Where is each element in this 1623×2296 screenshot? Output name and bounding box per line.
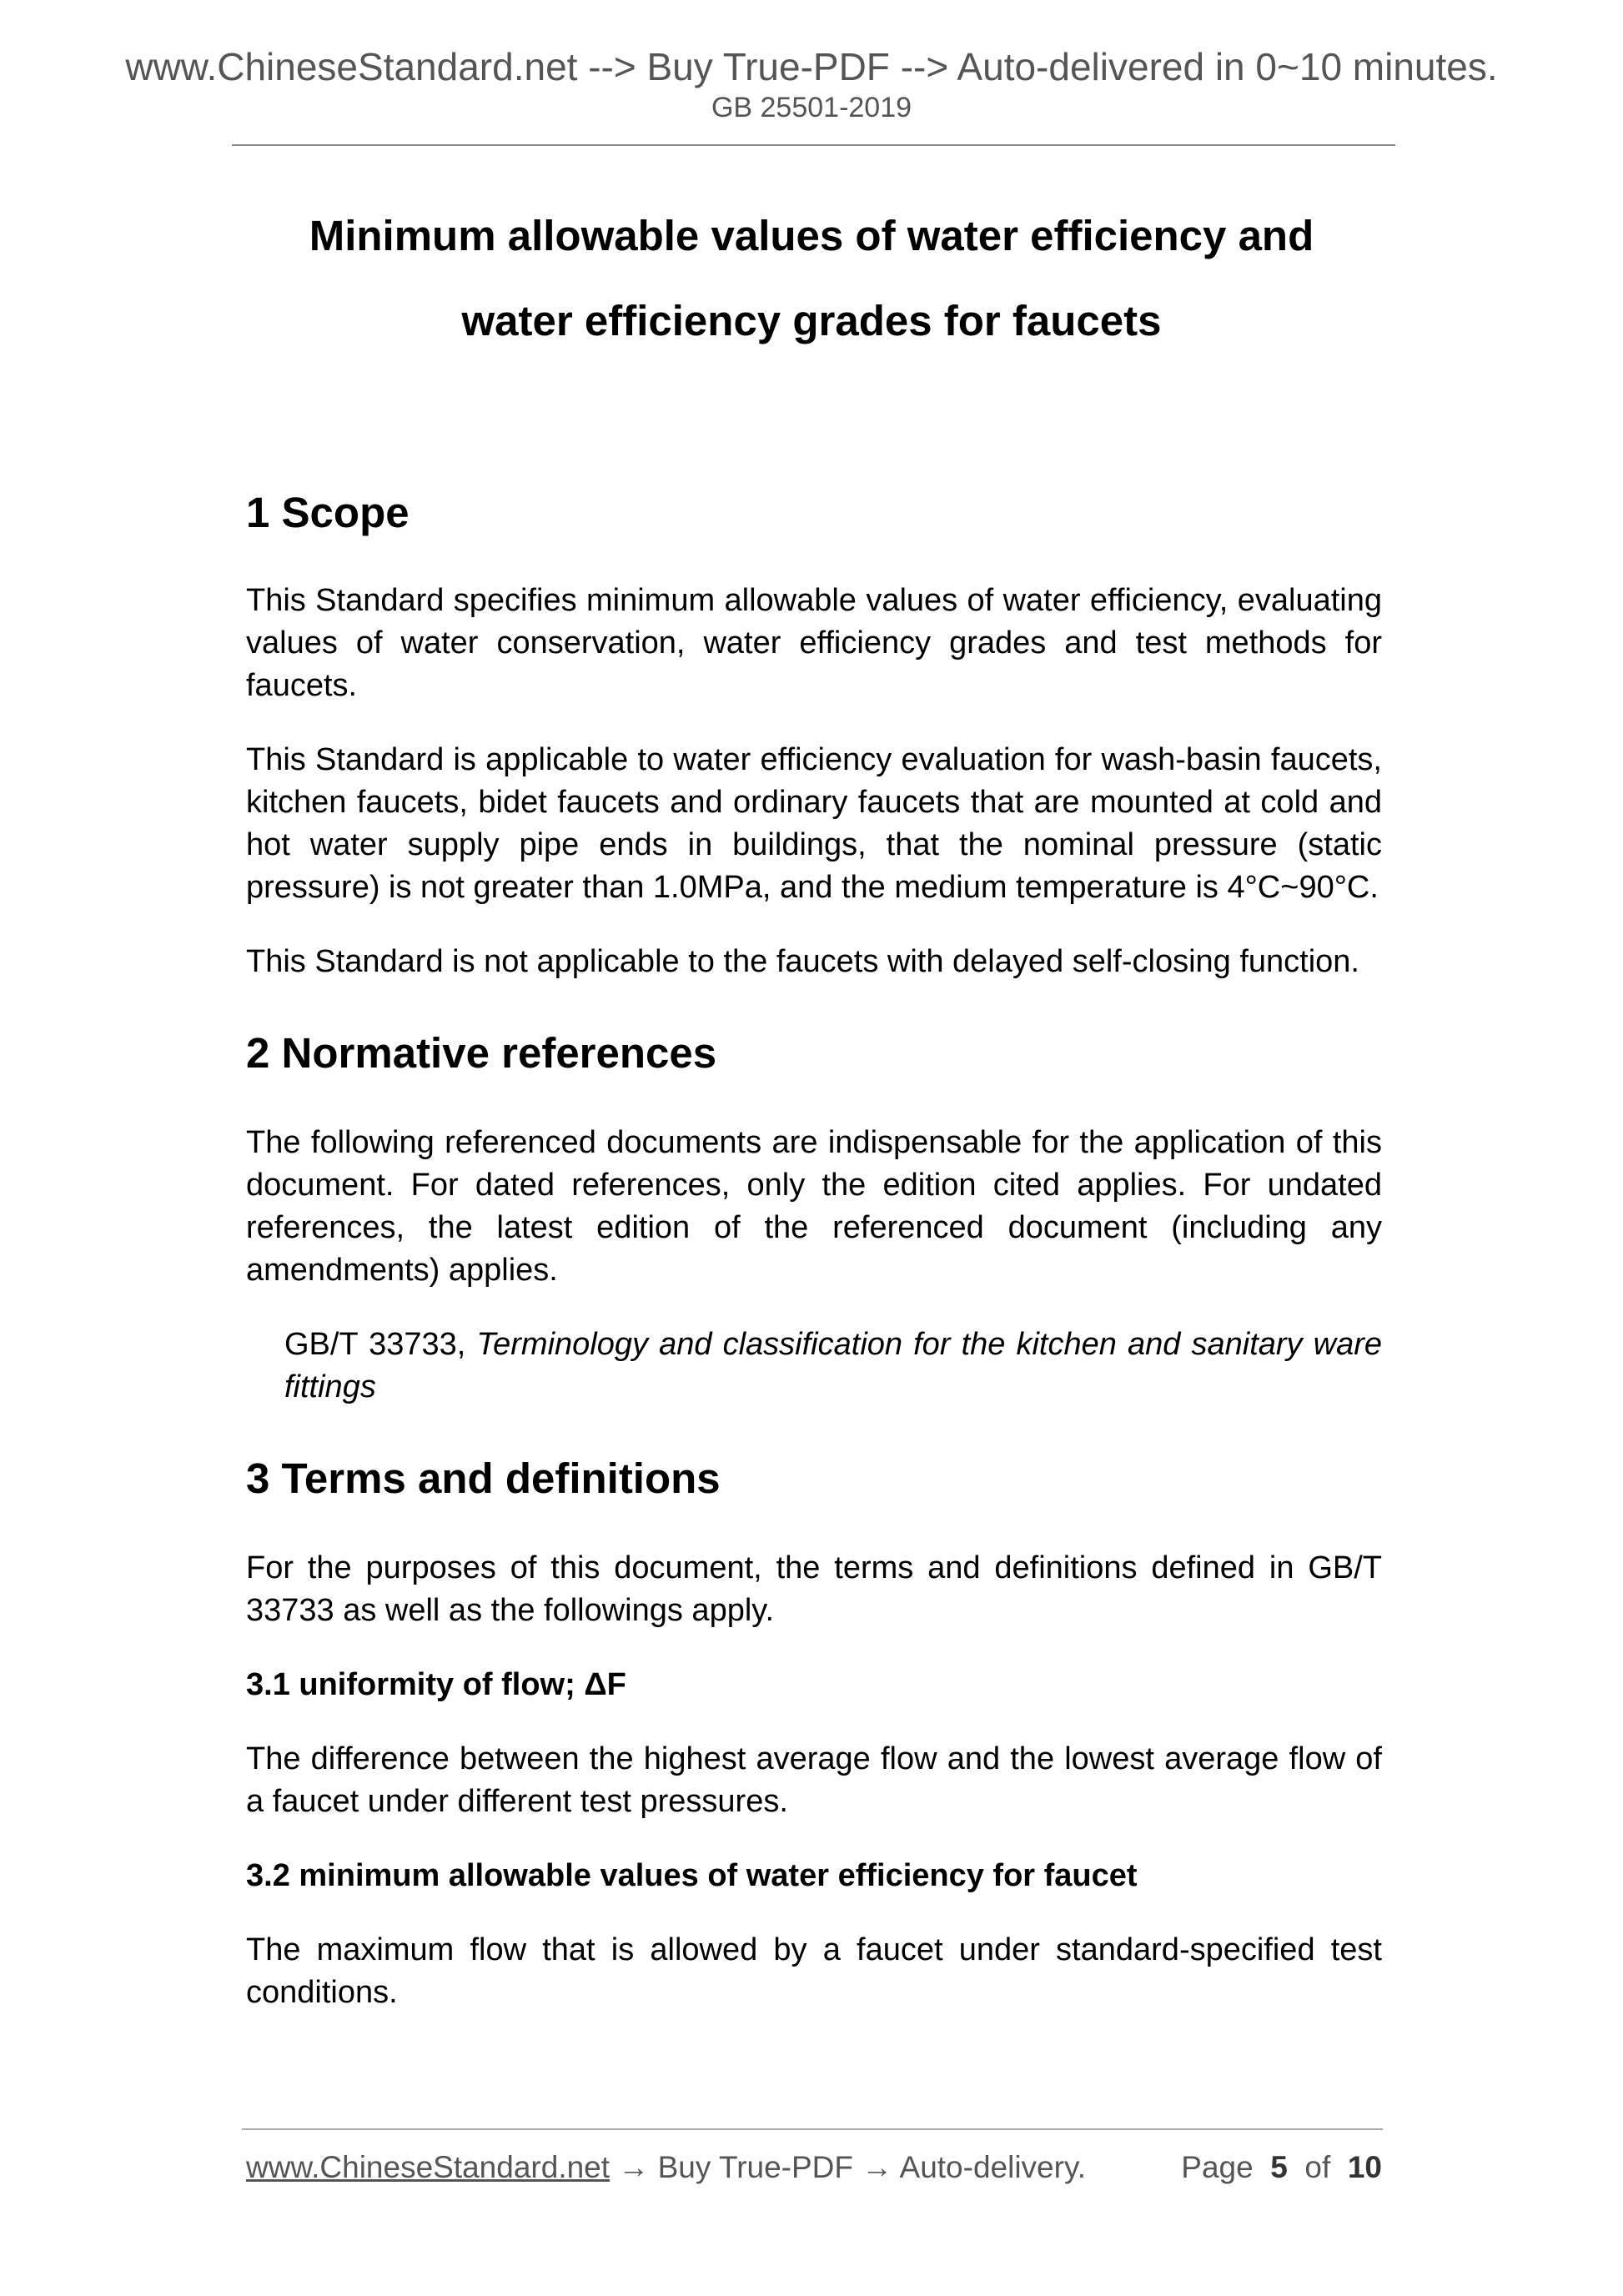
page-label: Page [1181,2150,1254,2184]
reference-title: Terminology and classification for the kitchen and sanitary ware fittings [284,1327,1383,1404]
reference-code: GB/T 33733, [284,1327,477,1362]
document-title [167,193,1456,364]
footer-promo [246,2148,1086,2187]
document-title-line2: water efficiency grades for faucets [461,297,1162,344]
term-definition-3-1: The difference between the highest average flow and the lowest average flow of a faucet under different test pressures. [246,1741,1382,1819]
scope-paragraph-2: This Standard is applicable to water efficiency evaluation for wash-basin faucets, kitchen faucets, bidet faucets and ordinary faucets that are mounted at cold and hot water supply pipe ends in buildings, that the nominal pressure (static pressure) is not greater than 1.0MPa, and the medium temperature is 4°C~90°C. [246,742,1382,905]
term-definition-3-2: The maximum flow that is allowed by a faucet under standard-specified test conditions. [246,1932,1382,2010]
references-paragraph: The following referenced documents are indispensable for the application of this document. For dated references, only the edition cited applies. For undated references, the latest edition of the referenced document (including any amendments) applies. [246,1125,1382,1288]
section-heading-references: 2 Normative references [246,1029,717,1077]
page-total: 10 [1347,2150,1382,2184]
term-heading-3-2: 3.2 minimum allowable values of water efficiency for faucet [246,1858,1138,1893]
header-banner: www.ChineseStandard.net --> Buy True-PDF --> Auto-delivered in 0~10 minutes. [125,45,1498,88]
document-body [246,480,1382,2014]
footer-divider [242,2128,1383,2130]
header-divider [232,144,1395,146]
reference-item [246,1324,1382,1409]
section-heading-scope: 1 Scope [246,489,410,536]
section-heading-terms: 3 Terms and definitions [246,1454,721,1502]
footer-website-link[interactable]: www.ChineseStandard.net [246,2150,611,2184]
document-title-line1: Minimum allowable values of water efficiency and [309,212,1314,259]
footer-promo-text: → Buy True-PDF → Auto-delivery. [610,2150,1086,2184]
standard-number: GB 25501-2019 [711,92,912,123]
terms-paragraph: For the purposes of this document, the terms and definitions defined in GB/T 33733 as well as the followings apply. [246,1550,1382,1628]
scope-paragraph-1: This Standard specifies minimum allowable values of water efficiency, evaluating values of water conservation, water efficiency grades and test methods for faucets. [246,583,1382,703]
scope-paragraph-3: This Standard is not applicable to the faucets with delayed self-closing function. [246,944,1359,979]
page-of-label: of [1304,2150,1331,2184]
page-number [1181,2148,1382,2187]
term-heading-3-1: 3.1 uniformity of flow; ΔF [246,1667,626,1702]
page-current: 5 [1270,2150,1288,2184]
